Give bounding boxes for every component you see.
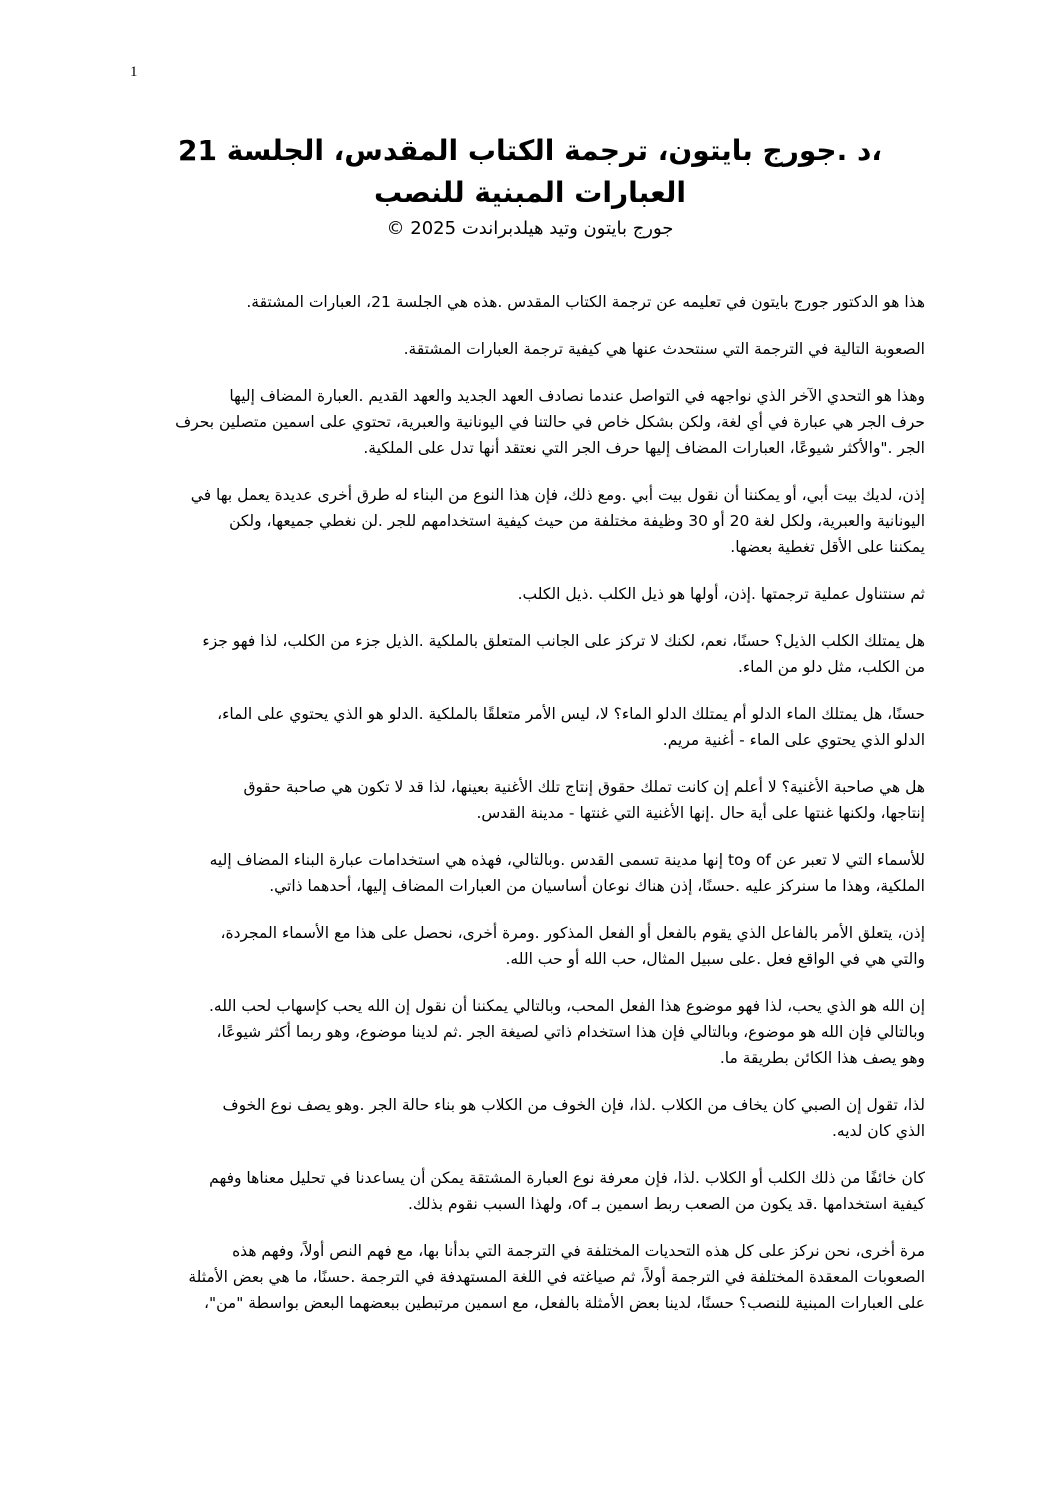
paragraph-11 bbox=[130, 993, 925, 1071]
paragraph-13 bbox=[130, 1165, 925, 1217]
paragraph-line: الملكية، وهذا ما سنركز عليه .حسنًا، إذن هناك نوعان أساسيان من العبارات المضاف إليها، أحدهما ذاتي. bbox=[269, 877, 925, 895]
paragraph-line: وهو يصف هذا الكائن بطريقة ما. bbox=[719, 1049, 925, 1067]
paragraph-line: الذي كان لديه. bbox=[831, 1122, 925, 1140]
paragraph-line: الدلو الذي يحتوي على الماء - أغنية مريم. bbox=[662, 731, 925, 749]
document-title-line-2: العبارات المبنية للنصب bbox=[374, 176, 686, 209]
paragraph-line: على العبارات المبنية للنصب؟ حسنًا، لدينا بعض الأمثلة بالفعل، مع اسمين مرتبطين ببعضهما البعض بواسطة "من"، bbox=[203, 1294, 925, 1312]
paragraph-7 bbox=[130, 701, 925, 753]
paragraph-line: إذن، يتعلق الأمر بالفاعل الذي يقوم بالفعل أو الفعل المذكور .ومرة أخرى، نحصل على هذا مع الأسماء المجردة، bbox=[220, 924, 925, 942]
paragraph-3 bbox=[130, 383, 925, 461]
paragraph-line: إن الله هو الذي يحب، لذا فهو موضوع هذا الفعل المحب، وبالتالي يمكننا أن نقول إن الله يحب كإسهاب لحب الله. bbox=[209, 997, 925, 1015]
paragraph-10 bbox=[130, 920, 925, 972]
paragraph-line: حسنًا، هل يمتلك الماء الدلو أم يمتلك الدلو الماء؟ لا، ليس الأمر متعلقًا بالملكية .الدلو هو الذي يحتوي على الماء، bbox=[217, 705, 925, 723]
paragraph-line: وهذا هو التحدي الآخر الذي نواجهه في التواصل عندما نصادف العهد الجديد والعهد القديم .العبارة المضاف إليها bbox=[229, 387, 925, 405]
paragraph-line: هل يمتلك الكلب الذيل؟ حسنًا، نعم، لكنك لا تركز على الجانب المتعلق بالملكية .الذيل جزء من الكلب، لذا فهو جزء bbox=[202, 632, 925, 650]
paragraph-line: الصعوبة التالية في الترجمة التي سنتحدث عنها هي كيفية ترجمة العبارات المشتقة. bbox=[403, 340, 925, 358]
paragraph-line: حرف الجر هي عبارة في أي لغة، ولكن بشكل خاص في حالتنا في اليونانية والعبرية، تحتوي على اسمين متصلين بحرف bbox=[175, 413, 925, 431]
paragraph-line: اليونانية والعبرية، ولكل لغة 20 أو 30 وظيفة مختلفة من حيث كيفية استخدامهم للجر .لن نغطي جميعها، ولكن bbox=[229, 512, 925, 530]
paragraph-line: كان خائفًا من ذلك الكلب أو الكلاب .لذا، فإن معرفة نوع العبارة المشتقة يمكن أن يساعدنا في تحليل معناها وفهم bbox=[209, 1169, 925, 1187]
document-body bbox=[130, 289, 925, 1337]
paragraph-line: إذن، لديك بيت أبي، أو يمكننا أن نقول بيت أبي .ومع ذلك، فإن هذا النوع من البناء له طرق أخرى عديدة يعمل بها في bbox=[190, 486, 925, 504]
paragraph-line: من الكلب، مثل دلو من الماء. bbox=[737, 658, 925, 676]
document-title-line-1: ،د .جورج بايتون، ترجمة الكتاب المقدس، الجلسة 21 bbox=[178, 134, 882, 167]
paragraph-line: الجر ."والأكثر شيوعًا، العبارات المضاف إليها حرف الجر التي نعتقد أنها تدل على الملكية. bbox=[363, 439, 925, 457]
paragraph-line: إنتاجها، ولكنها غنتها على أية حال .إنها الأغنية التي غنتها - مدينة القدس. bbox=[476, 804, 925, 822]
copyright-line: جورج بايتون وتيد هيلدبراندت 2025 © bbox=[386, 218, 674, 239]
paragraph-1 bbox=[130, 289, 925, 315]
paragraph-12 bbox=[130, 1092, 925, 1144]
paragraph-line: لذا، تقول إن الصبي كان يخاف من الكلاب .لذا، فإن الخوف من الكلاب هو بناء حالة الجر .وهو يصف نوع الخوف bbox=[222, 1096, 925, 1114]
paragraph-line: مرة أخرى، نحن نركز على كل هذه التحديات المختلفة في الترجمة التي بدأنا بها، مع فهم النص أولاً، وفهم هذه bbox=[232, 1242, 925, 1260]
paragraph-4 bbox=[130, 482, 925, 560]
paragraph-line: ثم سنتناول عملية ترجمتها .إذن، أولها هو ذيل الكلب .ذيل الكلب. bbox=[517, 585, 925, 603]
page-number: 1 bbox=[130, 64, 138, 80]
document-header bbox=[130, 130, 930, 244]
paragraph-line: الصعوبات المعقدة المختلفة في الترجمة أولاً، ثم صياغته في اللغة المستهدفة في الترجمة .حسنًا، ما هي بعض الأمثلة bbox=[188, 1268, 925, 1286]
paragraph-line: يمكننا على الأقل تغطية بعضها. bbox=[730, 538, 925, 556]
paragraph-2 bbox=[130, 336, 925, 362]
paragraph-6 bbox=[130, 628, 925, 680]
paragraph-line: وبالتالي فإن الله هو موضوع، وبالتالي فإن هذا استخدام ذاتي لصيغة الجر .ثم لدينا موضوع، وهو ربما أكثر شيوعًا، bbox=[216, 1023, 925, 1041]
paragraph-9 bbox=[130, 847, 925, 899]
paragraph-line: كيفية استخدامها .قد يكون من الصعب ربط اسمين بـ of، ولهذا السبب نقوم بذلك. bbox=[407, 1195, 925, 1213]
paragraph-8 bbox=[130, 774, 925, 826]
paragraph-14 bbox=[130, 1238, 925, 1316]
paragraph-line: هذا هو الدكتور جورج بايتون في تعليمه عن ترجمة الكتاب المقدس .هذه هي الجلسة 21، العبارات المشتقة. bbox=[246, 293, 925, 311]
paragraph-line: للأسماء التي لا تعبر عن of وto إنها مدينة تسمى القدس .وبالتالي، فهذه هي استخدامات عبارة البناء المضاف إليه bbox=[209, 851, 925, 869]
paragraph-line: والتي هي في الواقع فعل .على سبيل المثال، حب الله أو حب الله. bbox=[505, 950, 925, 968]
paragraph-5 bbox=[130, 581, 925, 607]
paragraph-line: هل هي صاحبة الأغنية؟ لا أعلم إن كانت تملك حقوق إنتاج تلك الأغنية بعينها، لذا قد لا تكون هي صاحبة حقوق bbox=[243, 778, 925, 796]
